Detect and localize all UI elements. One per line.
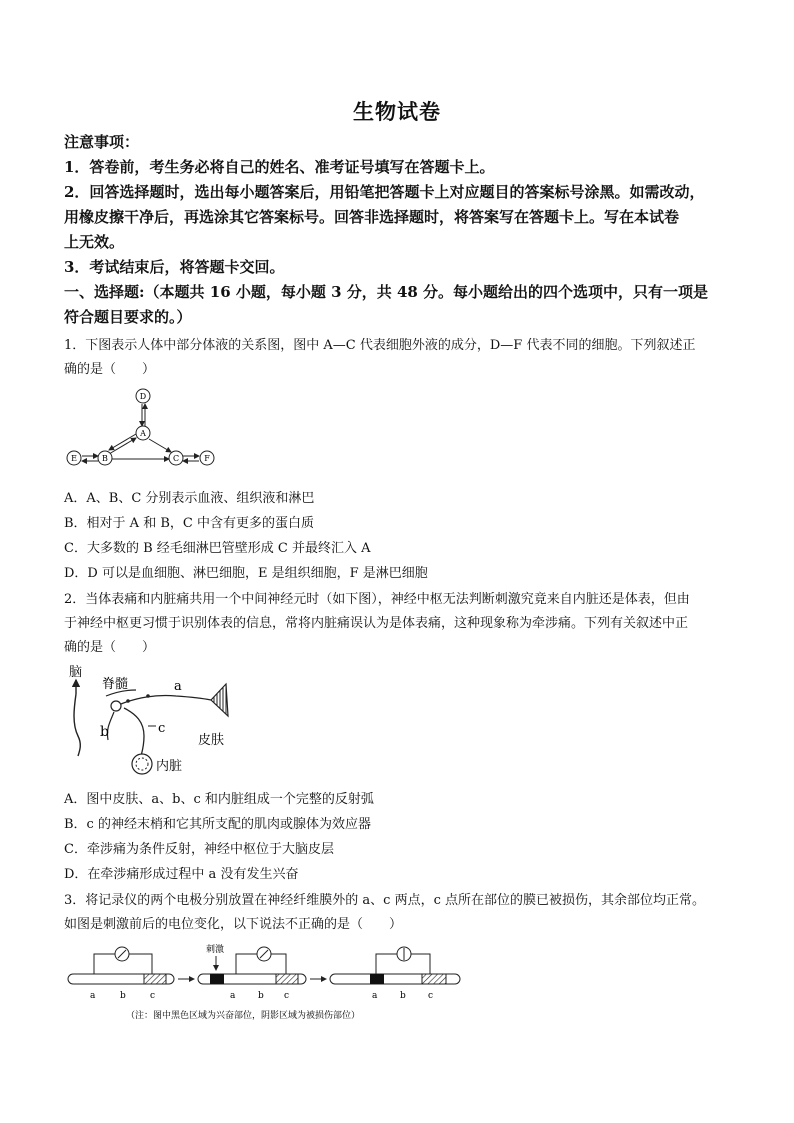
panel-before-stimulus — [68, 947, 174, 1001]
q1-option-d[interactable]: D．D 可以是血细胞、淋巴细胞，E 是组织细胞，F 是淋巴细胞 — [64, 566, 428, 581]
q3-electrode-diagram — [64, 940, 484, 1024]
notice-item-2-line-1: 2．回答选择题时，选出每小题答案后，用铅笔把答题卡上对应题目的答案标号涂黑。如需改动， — [64, 183, 705, 201]
q1-option-c[interactable]: C．大多数的 B 经毛细淋巴管壁形成 C 并最终汇入 A — [64, 541, 371, 556]
label-brain: 脑 — [69, 665, 83, 680]
label-viscera: 内脏 — [156, 759, 183, 774]
page-title: 生物试卷 — [353, 99, 441, 124]
svg-text:b: b — [400, 991, 406, 1001]
label-c: c — [158, 721, 166, 736]
notice-heading: 注意事项： — [64, 133, 140, 151]
q1-stem-line-2: 确的是（ ） — [64, 362, 156, 377]
svg-text:B: B — [102, 454, 108, 463]
svg-text:c: c — [150, 991, 156, 1001]
svg-text:a: a — [372, 991, 378, 1001]
q2-option-d[interactable]: D．在牵涉痛形成过程中 a 没有发生兴奋 — [64, 867, 299, 882]
q2-option-b[interactable]: B．c 的神经末梢和它其所支配的肌肉或腺体为效应器 — [64, 817, 371, 832]
q1-stem-line-1: 1．下图表示人体中部分体液的关系图，图中 A—C 代表细胞外液的成分，D—F 代表不同的细胞。下列叙述正 — [64, 338, 696, 353]
svg-text:A: A — [140, 429, 146, 438]
q2-stem-line-1: 2．当体表痛和内脏痛共用一个中间神经元时（如下图），神经中枢无法判断刺激究竟来自内脏还是体表，但由 — [64, 592, 690, 607]
section-1-heading-cont: 符合题目要求的。） — [64, 308, 192, 326]
section-1-heading: 一、选择题:（本题共 16 小题，每小题 3 分，共 48 分。每小题给出的四个选项中，只有一项是 — [64, 283, 709, 301]
svg-text:F: F — [204, 454, 210, 463]
q1-option-b[interactable]: B．相对于 A 和 B，C 中含有更多的蛋白质 — [64, 516, 314, 531]
label-a: a — [174, 679, 182, 694]
label-spinal-cord: 脊髓 — [102, 677, 129, 692]
svg-text:E: E — [71, 454, 77, 463]
q2-stem-line-2: 于神经中枢更习惯于识别体表的信息，常将内脏痛误认为是体表痛，这种现象称为牵涉痛。下列有关叙述中正 — [64, 616, 689, 631]
q1-option-a[interactable]: A．A、B、C 分别表示血液、组织液和淋巴 — [64, 491, 315, 506]
notice-item-3: 3．考试结束后，将答题卡交回。 — [64, 258, 285, 276]
q3-stem-line-2: 如图是刺激前后的电位变化，以下说法不正确的是（ ） — [64, 917, 403, 932]
svg-text:a: a — [90, 991, 96, 1001]
q1-body-fluid-diagram — [62, 386, 222, 472]
q3-stem-line-1: 3．将记录仪的两个电极分别放置在神经纤维膜外的 a、c 两点，c 点所在部位的膜已被损伤，其余部位均正常。 — [64, 893, 705, 908]
q2-referred-pain-diagram — [66, 660, 250, 778]
panel-after-stimulus — [330, 947, 460, 1001]
notice-item-2-line-2: 用橡皮擦干净后，再选涂其它答案标号。回答非选择题时，将答案写在答题卡上。写在本试卷 — [64, 208, 680, 226]
label-b: b — [100, 724, 109, 740]
notice-item-2-line-3: 上无效。 — [64, 233, 125, 251]
node-e — [67, 451, 81, 465]
svg-text:c: c — [284, 991, 290, 1001]
svg-text:C: C — [172, 454, 180, 463]
node-a — [136, 426, 150, 440]
node-d — [136, 389, 150, 403]
svg-text:a: a — [230, 991, 236, 1001]
q2-option-c[interactable]: C．牵涉痛为条件反射，神经中枢位于大脑皮层 — [64, 842, 334, 857]
node-b — [98, 451, 112, 465]
notice-item-1: 1．答卷前，考生务必将自己的姓名、准考证号填写在答题卡上。 — [64, 158, 495, 176]
q2-option-a[interactable]: A．图中皮肤、a、b、c 和内脏组成一个完整的反射弧 — [64, 792, 374, 807]
svg-text:b: b — [258, 991, 264, 1001]
q3-figure-note: （注：图中黑色区域为兴奋部位，阴影区域为被损伤部位） — [126, 1011, 361, 1021]
svg-text:D: D — [139, 392, 147, 401]
label-skin: 皮肤 — [198, 733, 225, 748]
node-f — [200, 451, 214, 465]
q2-stem-line-3: 确的是（ ） — [64, 640, 156, 655]
svg-text:b: b — [120, 991, 126, 1001]
label-stimulus: 刺激 — [206, 945, 225, 955]
node-c — [169, 451, 183, 465]
panel-at-stimulus — [198, 943, 306, 1001]
svg-text:c: c — [428, 991, 434, 1001]
